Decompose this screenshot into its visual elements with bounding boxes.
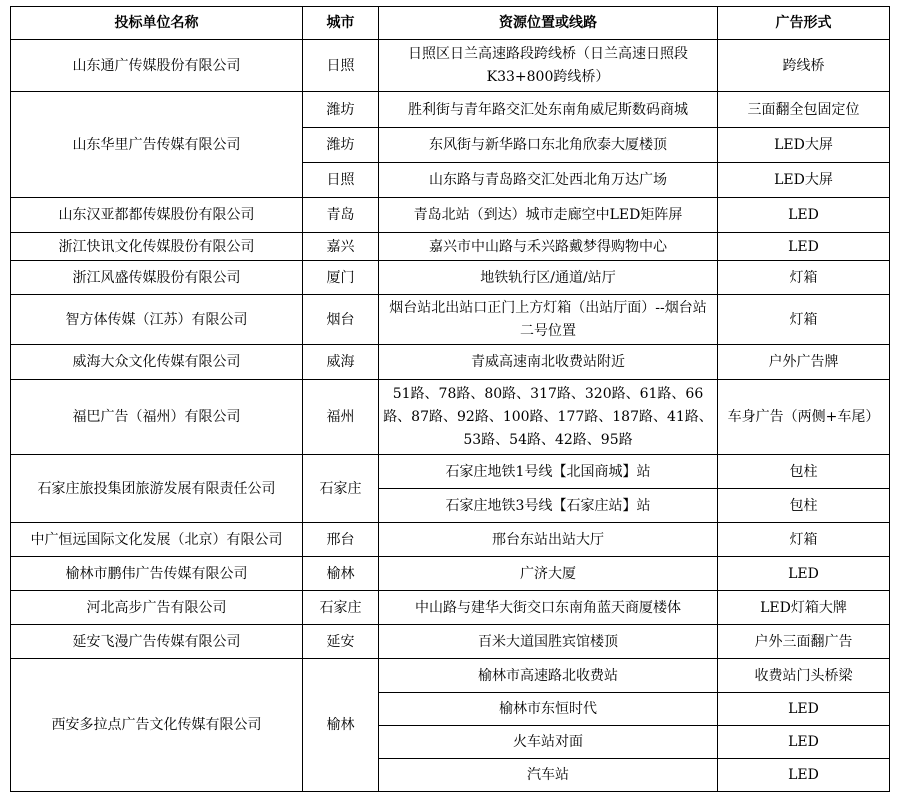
company-cell: 山东通广传媒股份有限公司 [11, 40, 303, 92]
location-cell: 烟台站北出站口正门上方灯箱（出站厅面）--烟台站二号位置 [379, 295, 718, 345]
company-cell: 西安多拉点广告文化传媒有限公司 [11, 659, 303, 792]
ad-form-cell: LED [718, 233, 890, 261]
ad-form-cell: LED大屏 [718, 128, 890, 163]
table-row [11, 233, 890, 261]
header-company: 投标单位名称 [11, 7, 303, 40]
city-cell: 日照 [303, 163, 379, 198]
table-row [11, 557, 890, 591]
location-cell: 汽车站 [379, 759, 718, 792]
location-cell: 广济大厦 [379, 557, 718, 591]
table-row [11, 625, 890, 659]
city-cell: 榆林 [303, 557, 379, 591]
table-row [11, 659, 890, 693]
ad-form-cell: 包柱 [718, 489, 890, 523]
location-cell: 火车站对面 [379, 726, 718, 759]
location-cell: 榆林市高速路北收费站 [379, 659, 718, 693]
table-row [11, 345, 890, 380]
company-cell: 山东汉亚都都传媒股份有限公司 [11, 198, 303, 233]
ad-form-cell: LED [718, 693, 890, 726]
ad-form-cell: LED灯箱大牌 [718, 591, 890, 625]
company-cell: 山东华里广告传媒有限公司 [11, 92, 303, 198]
city-cell: 福州 [303, 380, 379, 455]
location-cell: 51路、78路、80路、317路、320路、61路、66路、87路、92路、100路、177路、187路、41路、53路、54路、42路、95路 [379, 380, 718, 455]
city-cell: 厦门 [303, 261, 379, 295]
company-cell: 浙江风盛传媒股份有限公司 [11, 261, 303, 295]
table-row [11, 523, 890, 557]
ad-form-cell: 灯箱 [718, 523, 890, 557]
city-cell: 潍坊 [303, 92, 379, 128]
ad-form-cell: LED大屏 [718, 163, 890, 198]
location-cell: 邢台东站出站大厅 [379, 523, 718, 557]
header-location: 资源位置或线路 [379, 7, 718, 40]
table-row [11, 92, 890, 128]
location-cell: 青岛北站（到达）城市走廊空中LED矩阵屏 [379, 198, 718, 233]
company-cell: 浙江快讯文化传媒股份有限公司 [11, 233, 303, 261]
city-cell: 日照 [303, 40, 379, 92]
ad-form-cell: 户外广告牌 [718, 345, 890, 380]
header-city: 城市 [303, 7, 379, 40]
table-row [11, 380, 890, 455]
company-cell: 榆林市鹏伟广告传媒有限公司 [11, 557, 303, 591]
company-cell: 福巴广告（福州）有限公司 [11, 380, 303, 455]
city-cell: 榆林 [303, 659, 379, 792]
ad-form-cell: 户外三面翻广告 [718, 625, 890, 659]
location-cell: 东风街与新华路口东北角欣泰大厦楼顶 [379, 128, 718, 163]
location-cell: 胜利街与青年路交汇处东南角威尼斯数码商城 [379, 92, 718, 128]
ad-form-cell: 车身广告（两侧+车尾） [718, 380, 890, 455]
table-row [11, 40, 890, 92]
table-row [11, 591, 890, 625]
ad-form-cell: LED [718, 759, 890, 792]
city-cell: 嘉兴 [303, 233, 379, 261]
location-cell: 嘉兴市中山路与禾兴路戴梦得购物中心 [379, 233, 718, 261]
ad-form-cell: 包柱 [718, 455, 890, 489]
city-cell: 石家庄 [303, 455, 379, 523]
ad-form-cell: 三面翻全包固定位 [718, 92, 890, 128]
company-cell: 石家庄旅投集团旅游发展有限责任公司 [11, 455, 303, 523]
city-cell: 潍坊 [303, 128, 379, 163]
ad-form-cell: 灯箱 [718, 295, 890, 345]
location-cell: 日照区日兰高速路段跨线桥（日兰高速日照段K33+800跨线桥） [379, 40, 718, 92]
location-cell: 青威高速南北收费站附近 [379, 345, 718, 380]
company-cell: 延安飞漫广告传媒有限公司 [11, 625, 303, 659]
ad-form-cell: LED [718, 726, 890, 759]
city-cell: 石家庄 [303, 591, 379, 625]
city-cell: 威海 [303, 345, 379, 380]
city-cell: 邢台 [303, 523, 379, 557]
city-cell: 延安 [303, 625, 379, 659]
location-cell: 石家庄地铁1号线【北国商城】站 [379, 455, 718, 489]
bid-table [10, 6, 890, 792]
header-ad-form: 广告形式 [718, 7, 890, 40]
ad-form-cell: 灯箱 [718, 261, 890, 295]
header-row [11, 7, 890, 40]
city-cell: 青岛 [303, 198, 379, 233]
table-row [11, 198, 890, 233]
company-cell: 智方体传媒（江苏）有限公司 [11, 295, 303, 345]
table-row [11, 295, 890, 345]
ad-form-cell: LED [718, 198, 890, 233]
location-cell: 石家庄地铁3号线【石家庄站】站 [379, 489, 718, 523]
location-cell: 中山路与建华大街交口东南角蓝天商厦楼体 [379, 591, 718, 625]
ad-form-cell: LED [718, 557, 890, 591]
company-cell: 中广恒远国际文化发展（北京）有限公司 [11, 523, 303, 557]
city-cell: 烟台 [303, 295, 379, 345]
location-cell: 百米大道国胜宾馆楼顶 [379, 625, 718, 659]
company-cell: 河北高步广告有限公司 [11, 591, 303, 625]
company-cell: 威海大众文化传媒有限公司 [11, 345, 303, 380]
location-cell: 地铁轨行区/通道/站厅 [379, 261, 718, 295]
table-row [11, 455, 890, 489]
location-cell: 山东路与青岛路交汇处西北角万达广场 [379, 163, 718, 198]
ad-form-cell: 跨线桥 [718, 40, 890, 92]
ad-form-cell: 收费站门头桥梁 [718, 659, 890, 693]
location-cell: 榆林市东恒时代 [379, 693, 718, 726]
table-row [11, 261, 890, 295]
